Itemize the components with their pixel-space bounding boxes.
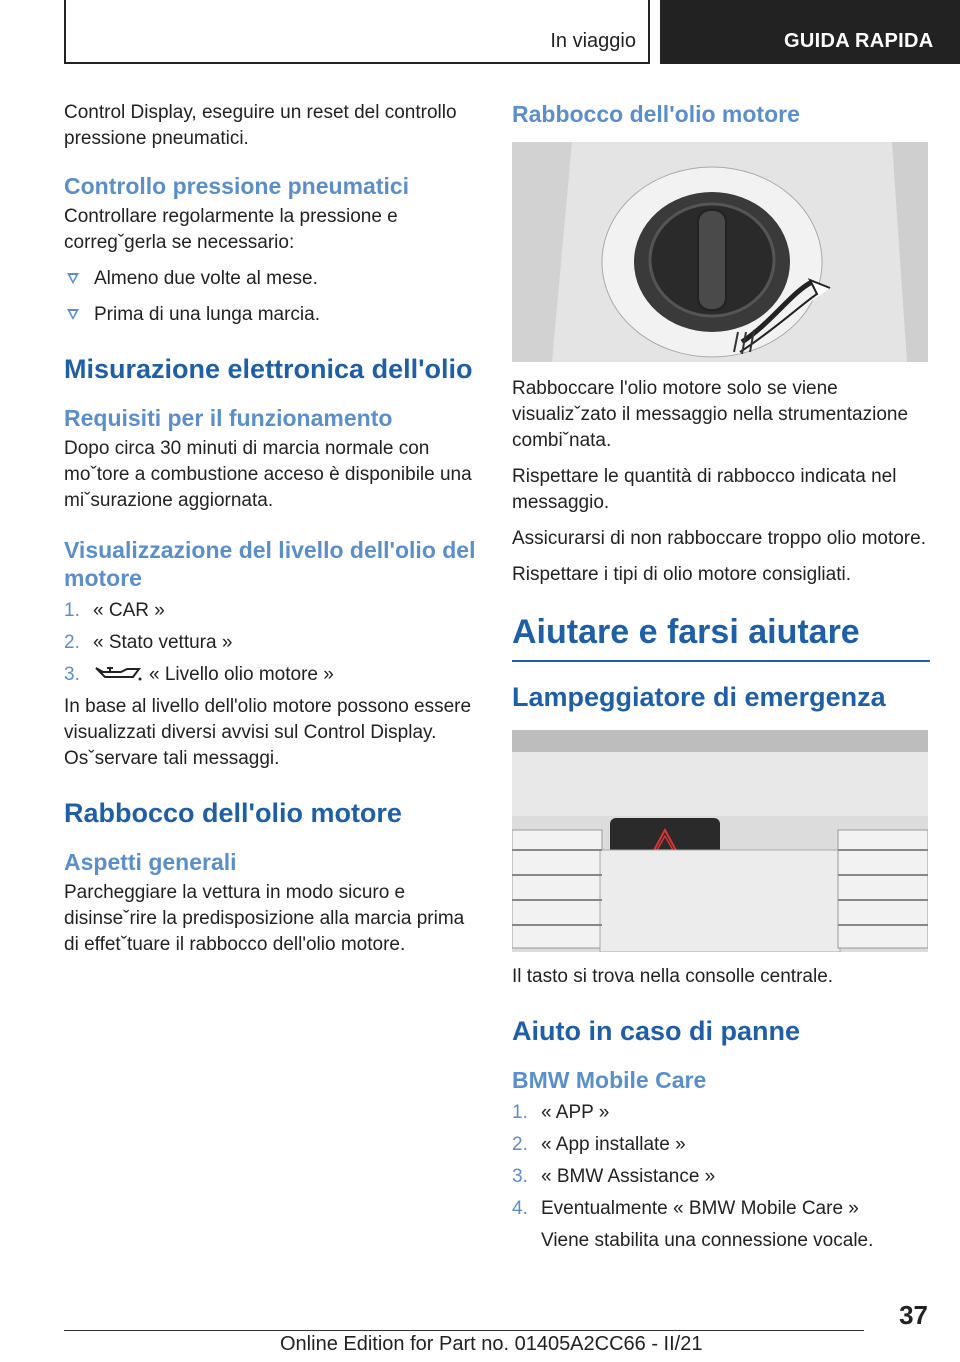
heading-breakdown: Aiuto in caso di panne (512, 1016, 801, 1046)
list-item: 3. « BMW Assistance » (512, 1166, 716, 1187)
edition-text: Online Edition for Part no. 01405A2CC66 - II/21 (280, 1333, 703, 1355)
care-sub-text: Viene stabilita una connessione vocale. (541, 1230, 874, 1251)
refill-text-3: Assicurarsi di non rabboccare troppo olio motore. (512, 528, 926, 549)
refill-text-1: Rabboccare l'olio motore solo se viene visualizˇzato il messaggio nella strumentazione combiˇnata. (512, 378, 909, 451)
list-item: 1. « CAR » (64, 600, 165, 621)
list-item: Prima di una lunga marcia. (64, 302, 476, 328)
list-item: 2. « App installate » (512, 1134, 686, 1155)
oil-steps (64, 598, 476, 688)
left-column (64, 100, 476, 968)
intro-text: Control Display, eseguire un reset del controllo pressione pneumatici. (64, 102, 457, 149)
hazard-text: Il tasto si trova nella consolle centrale. (512, 966, 834, 987)
general-text: Parcheggiare la vettura in modo sicuro e disinseˇrire la predisposizione alla marcia prima di effetˇtuare il rabbocco dell'olio motore. (64, 882, 465, 955)
heading-general: Aspetti generali (64, 849, 237, 875)
heading-oil-refill: Rabbocco dell'olio motore (64, 798, 402, 828)
right-column (512, 100, 930, 1260)
header-frame (64, 0, 650, 64)
heading-help: Aiutare e farsi aiutare (512, 610, 930, 662)
chapter-tab (660, 0, 960, 64)
heading-requirements: Requisiti per il funzionamento (64, 405, 393, 431)
chapter-title: GUIDA RAPIDA (784, 30, 934, 52)
section-title: In viaggio (550, 30, 636, 52)
hazard-button-image (512, 730, 928, 952)
list-item: 2. « Stato vettura » (64, 632, 233, 653)
list-item: 1. « APP » (512, 1102, 610, 1123)
tire-list (64, 266, 476, 328)
triangle-bullet-icon (67, 309, 79, 320)
heading-tire-pressure: Controllo pressione pneumatici (64, 173, 410, 199)
heading-oil-level: Visualizzazione del livello dell'olio del motore (64, 537, 476, 591)
refill-text-2: Rispettare le quantità di rabbocco indicata nel messaggio. (512, 466, 897, 513)
oil-can-icon (93, 663, 143, 683)
requirements-text: Dopo circa 30 minuti di marcia normale con moˇtore a combustione acceso è disponibile una miˇsurazione aggiornata. (64, 438, 472, 511)
list-item: 4. Eventualmente « BMW Mobile Care » (512, 1198, 859, 1219)
list-item: 3. « Livello olio motore » (64, 664, 334, 685)
triangle-bullet-icon (67, 273, 79, 284)
heading-oil-refill-right: Rabbocco dell'olio motore (512, 101, 800, 127)
oil-filler-cap-image (512, 142, 928, 362)
page-number: 37 (899, 1300, 928, 1330)
tire-text: Controllare regolarmente la pressione e corregˇgerla se necessario: (64, 206, 398, 253)
care-steps (512, 1100, 930, 1222)
oil-level-text: In base al livello dell'olio motore possono essere visualizzati diversi avvisi sul Control Display. Osˇservare tali messaggi. (64, 696, 472, 769)
heading-oil-measurement: Misurazione elettronica dell'olio (64, 354, 473, 384)
list-item: Almeno due volte al mese. (64, 266, 476, 292)
refill-text-4: Rispettare i tipi di olio motore consigliati. (512, 564, 851, 585)
heading-hazard-lights: Lampeggiatore di emergenza (512, 682, 886, 712)
heading-mobile-care: BMW Mobile Care (512, 1067, 707, 1093)
footer-divider (64, 1330, 864, 1331)
